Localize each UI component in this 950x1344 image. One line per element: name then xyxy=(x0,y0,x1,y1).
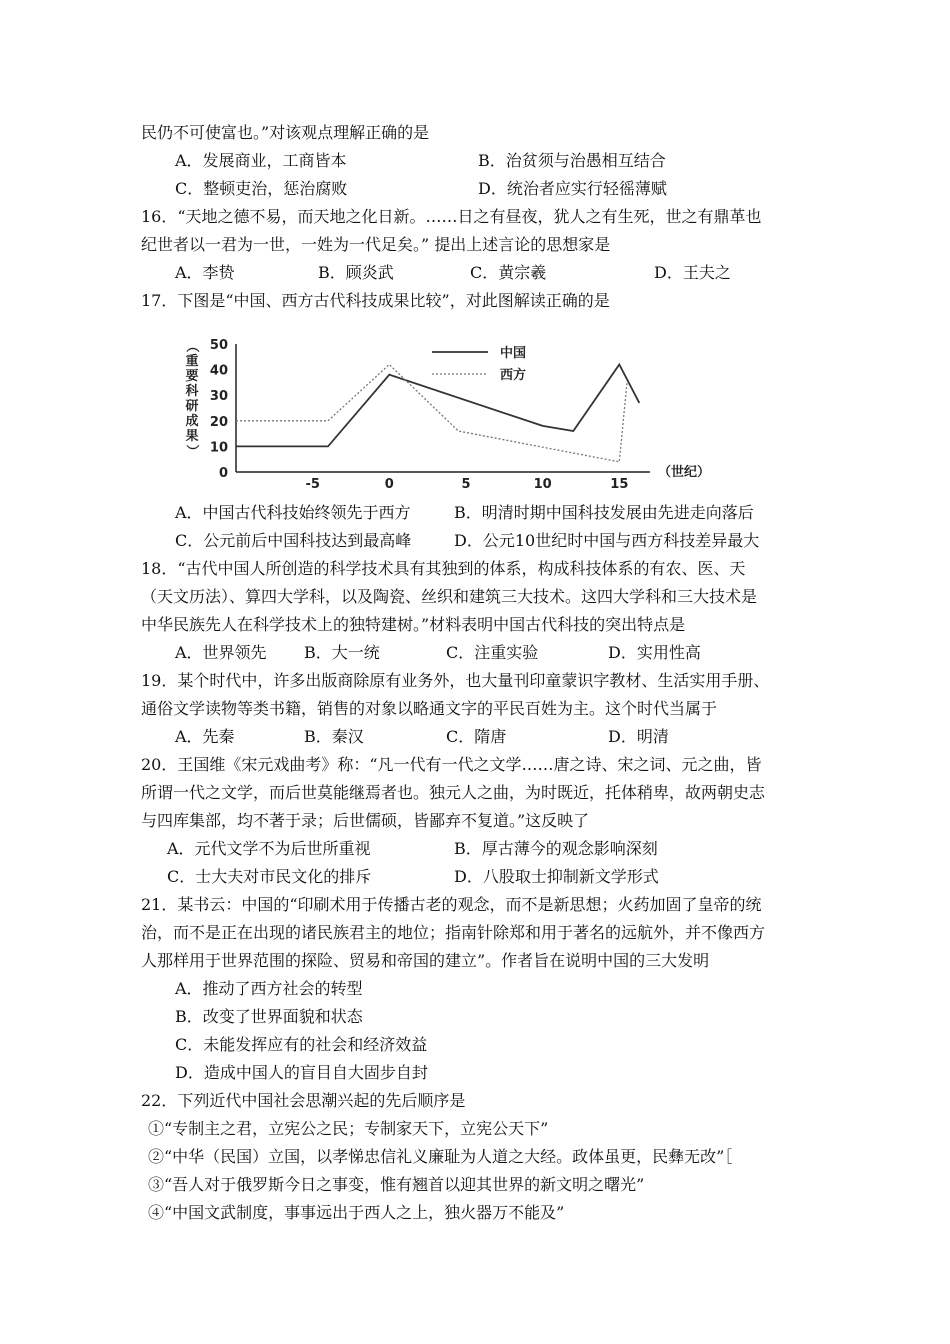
y-axis-label-char: 科 xyxy=(185,384,199,399)
y-axis-label-char: 要 xyxy=(185,369,199,384)
y-axis-label-char: （ xyxy=(184,339,199,353)
q18-option-a: A．世界领先 xyxy=(175,643,267,662)
x-tick-label: 5 xyxy=(461,477,471,490)
q19-option-a: A．先秦 xyxy=(175,727,235,746)
q16-option-b: B．顾炎武 xyxy=(318,263,394,282)
y-axis-label-char: 研 xyxy=(185,399,199,414)
q22-stem: 22．下列近代中国社会思潮兴起的先后顺序是 xyxy=(141,1091,466,1110)
q21-option-b: B．改变了世界面貌和状态 xyxy=(175,1007,363,1026)
legend-label: 西方 xyxy=(500,368,527,383)
q20-option-a: A．元代文学不为后世所重视 xyxy=(167,839,371,858)
y-tick-labels xyxy=(210,338,228,481)
q17-option-d: D．公元10世纪时中国与西方科技差异最大 xyxy=(454,531,760,550)
y-axis-label-char: 成 xyxy=(185,414,199,429)
x-axis-label: （世纪） xyxy=(658,465,711,480)
y-tick-label: 0 xyxy=(218,466,228,481)
q17-option-b: B．明清时期中国科技发展由先进走向落后 xyxy=(454,503,754,522)
y-tick-label: 20 xyxy=(209,414,228,430)
q21-option-c: C．未能发挥应有的社会和经济效益 xyxy=(175,1035,428,1054)
q15-option-b: B．治贫须与治愚相互结合 xyxy=(478,151,666,170)
y-axis-label-char: 重 xyxy=(185,354,199,369)
q18-option-b: B．大一统 xyxy=(304,643,380,662)
q15-option-d: D．统治者应实行轻徭薄赋 xyxy=(478,179,667,198)
q21-stem-line2: 治，而不是正在出现的诸民族君主的地位；指南针除郑和用于著名的远航外，并不像西方 xyxy=(141,923,766,942)
q18-stem-line2: （天文历法）、算四大学科，以及陶瓷、丝织和建筑三大技术。这四大学科和三大技术是 xyxy=(141,587,758,606)
chart-legend xyxy=(432,345,526,383)
tech-comparison-chart xyxy=(170,330,730,490)
q15-stem: 民仍不可使富也。”对该观点理解正确的是 xyxy=(141,123,430,142)
q21-option-a: A．推动了西方社会的转型 xyxy=(175,979,363,998)
y-axis-label-char: ） xyxy=(184,444,199,458)
q21-stem-line3: 人那样用于世界范围的探险、贸易和帝国的建立”。作者旨在说明中国的三大发明 xyxy=(141,951,710,970)
y-tick-label: 10 xyxy=(209,440,228,456)
q21-option-d: D．造成中国人的盲目自大固步自封 xyxy=(175,1063,428,1082)
y-tick-label: 40 xyxy=(209,363,228,379)
y-axis-label xyxy=(184,339,200,457)
q18-stem-line3: 中华民族先人在科学技术上的独特建树。”材料表明中国古代科技的突出特点是 xyxy=(141,615,686,634)
y-tick-label: 50 xyxy=(209,338,228,353)
q19-stem-line2: 通俗文学读物等类书籍，销售的对象以略通文字的平民百姓为主。这个时代当属于 xyxy=(141,699,718,718)
q20-option-b: B．厚古薄今的观念影响深刻 xyxy=(454,839,658,858)
y-axis-label-char: 果 xyxy=(185,429,199,444)
q17-option-a: A．中国古代科技始终领先于西方 xyxy=(175,503,411,522)
q20-option-c: C．士大夫对市民文化的排斥 xyxy=(167,867,372,886)
q19-option-d: D．明清 xyxy=(608,727,669,746)
q15-option-a: A．发展商业，工商皆本 xyxy=(175,151,347,170)
legend-label: 中国 xyxy=(500,346,527,361)
x-tick-label: 15 xyxy=(610,477,629,490)
x-tick-labels xyxy=(305,477,628,490)
y-tick-label: 30 xyxy=(209,389,228,405)
q22-item-3: ③“吾人对于俄罗斯今日之事变，惟有翘首以迎其世界的新文明之曙光” xyxy=(148,1175,645,1194)
q19-option-c: C．隋唐 xyxy=(446,727,507,746)
q18-option-d: D．实用性高 xyxy=(608,643,701,662)
q15-option-c: C．整顿吏治，惩治腐败 xyxy=(175,179,348,198)
q16-option-c: C．黄宗羲 xyxy=(470,263,547,282)
q20-option-d: D．八股取士抑制新文学形式 xyxy=(454,867,659,886)
q16-option-d: D．王夫之 xyxy=(654,263,731,282)
q16-stem-line2: 纪世者以一君为一世，一姓为一代足矣。” 提出上述言论的思想家是 xyxy=(141,235,611,254)
chart-axes xyxy=(236,344,650,472)
q22-item-4: ④“中国文武制度，事事远出于西人之上，独火器万不能及” xyxy=(148,1203,565,1222)
series-lines xyxy=(236,365,639,462)
q19-option-b: B．秦汉 xyxy=(304,727,364,746)
q17-option-c: C．公元前后中国科技达到最高峰 xyxy=(175,531,412,550)
q22-item-2: ②“中华（民国）立国，以孝悌忠信礼义廉耻为人道之大经。政体虽更，民彝无改”［ xyxy=(148,1147,733,1166)
q22-item-1: ①“专制主之君，立宪公之民；专制家天下，立宪公天下” xyxy=(148,1119,549,1138)
q16-stem-line1: 16．“天地之德不易，而天地之化日新。……日之有昼夜，犹人之有生死，世之有鼎革也 xyxy=(141,207,762,226)
q18-option-c: C．注重实验 xyxy=(446,643,539,662)
q20-stem-line3: 与四库集部，均不著于录；后世儒硕，皆鄙弃不复道。”这反映了 xyxy=(141,811,590,830)
q17-stem: 17．下图是“中国、西方古代科技成果比较”，对此图解读正确的是 xyxy=(141,291,610,310)
q16-option-a: A．李贽 xyxy=(175,263,235,282)
q18-stem-line1: 18．“古代中国人所创造的科学技术具有其独到的体系，构成科技体系的有农、医、天 xyxy=(141,559,746,578)
q19-stem-line1: 19．某个时代中，许多出版商除原有业务外，也大量刊印童蒙识字教材、生活实用手册、 xyxy=(141,671,770,690)
q20-stem-line1: 20．王国维《宋元戏曲考》称：“凡一代有一代之文学……唐之诗、宋之词、元之曲，皆 xyxy=(141,755,762,774)
x-tick-label: 0 xyxy=(384,477,394,490)
series-line-china xyxy=(236,365,639,447)
q20-stem-line2: 所谓一代之文学，而后世莫能继焉者也。独元人之曲，为时既近，托体稍卑，故两朝史志 xyxy=(141,783,766,802)
q21-stem-line1: 21．某书云：中国的“印刷术用于传播古老的观念，而不是新思想；火药加固了皇帝的统 xyxy=(141,895,762,914)
x-tick-label: 10 xyxy=(533,477,552,490)
x-tick-label: -5 xyxy=(305,477,320,490)
